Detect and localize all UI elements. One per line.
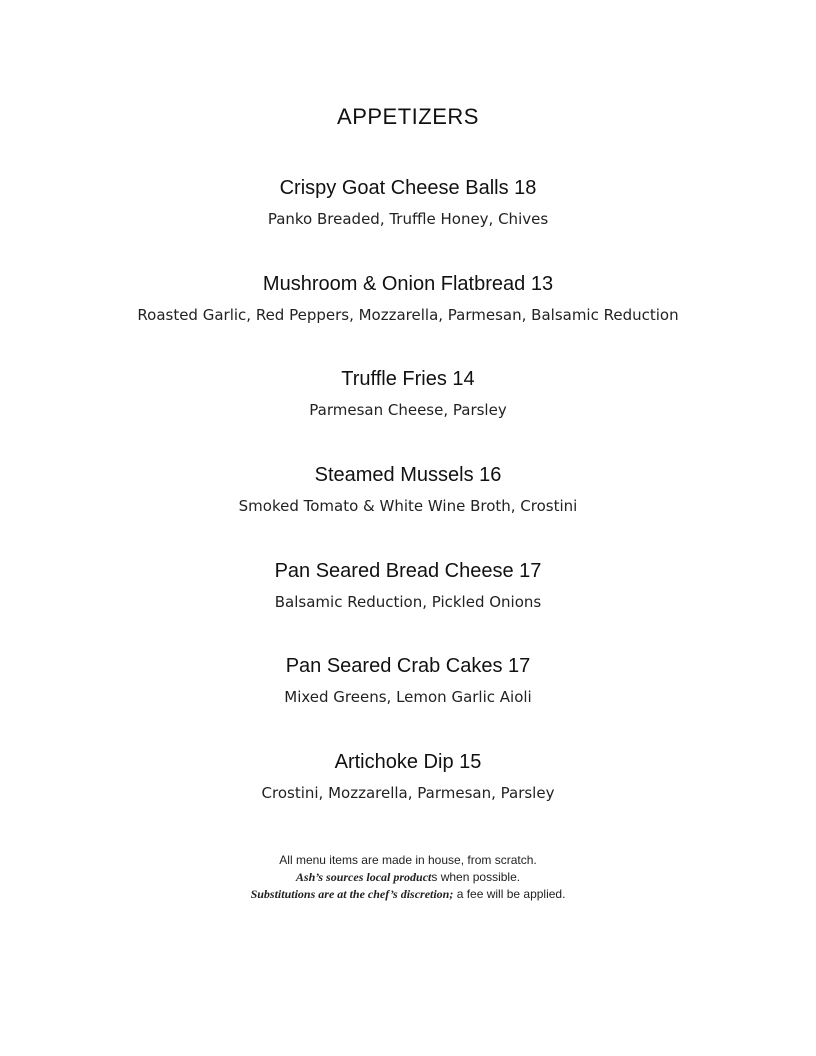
item-name: Truffle Fries 14 xyxy=(341,368,475,390)
item-name: Steamed Mussels 16 xyxy=(314,464,502,486)
item-name: Pan Seared Bread Cheese 17 xyxy=(274,560,542,582)
item-description: Roasted Garlic, Red Peppers, Mozzarella, Parmesan, Balsamic Reduction xyxy=(137,306,679,324)
footer-substitutions-emphasis: Substitutions are at the chef’s discretion; xyxy=(250,887,454,901)
menu-item xyxy=(0,176,816,229)
item-description: Crostini, Mozzarella, Parmesan, Parsley xyxy=(261,784,555,802)
item-name: Pan Seared Crab Cakes 17 xyxy=(285,655,531,677)
footer-line-scratch: All menu items are made in house, from scratch. xyxy=(279,853,537,867)
item-name: Artichoke Dip 15 xyxy=(334,751,482,773)
menu-item xyxy=(0,654,816,707)
item-description: Parmesan Cheese, Parsley xyxy=(309,401,507,419)
menu-item xyxy=(0,750,816,803)
footer-local-emphasis: Ash’s sources local product xyxy=(295,870,432,884)
footer-line-substitutions xyxy=(0,886,816,903)
menu-item xyxy=(0,559,816,612)
footer-local-rest: s when possible. xyxy=(431,870,521,884)
item-description: Panko Breaded, Truffle Honey, Chives xyxy=(267,210,549,228)
item-name: Mushroom & Onion Flatbread 13 xyxy=(262,273,554,295)
item-description: Mixed Greens, Lemon Garlic Aioli xyxy=(284,688,532,706)
item-description: Balsamic Reduction, Pickled Onions xyxy=(274,593,542,611)
footer-line-local xyxy=(0,869,816,886)
menu-footer-note xyxy=(0,852,816,903)
item-name: Crispy Goat Cheese Balls 18 xyxy=(279,177,537,199)
item-description: Smoked Tomato & White Wine Broth, Crostini xyxy=(238,497,578,515)
footer-substitutions-rest: a fee will be applied. xyxy=(453,887,566,901)
section-title: APPETIZERS xyxy=(337,104,479,129)
menu-item xyxy=(0,272,816,325)
menu-item xyxy=(0,463,816,516)
menu-item xyxy=(0,367,816,420)
